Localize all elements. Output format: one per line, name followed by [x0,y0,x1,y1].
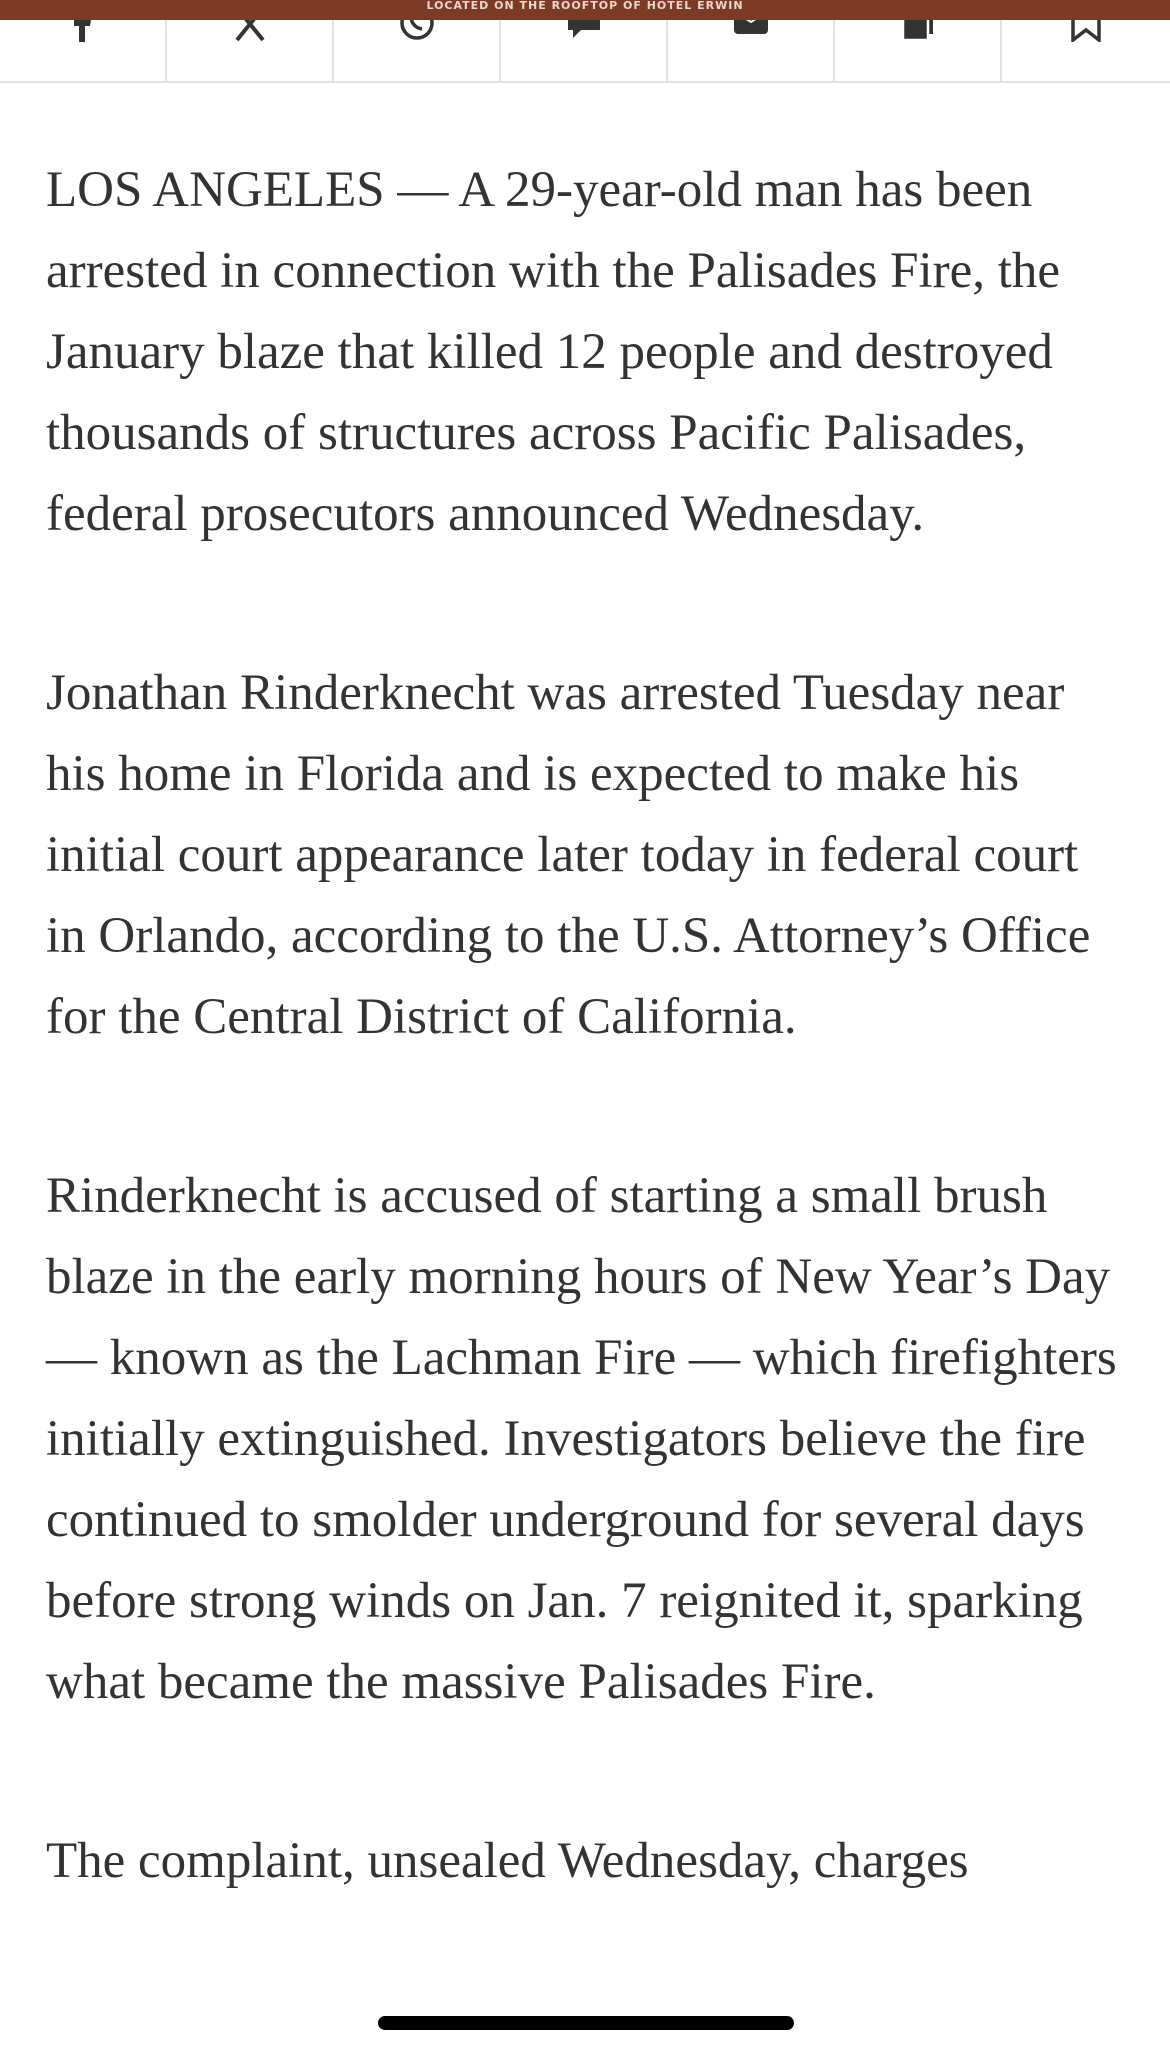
email-share-button[interactable] [668,20,835,81]
facebook-share-button[interactable] [0,20,167,81]
whatsapp-share-button[interactable] [334,20,501,81]
whatsapp-icon [398,20,436,42]
copy-link-button[interactable] [835,20,1002,81]
article-paragraph: LOS ANGELES — A 29-year-old man has been arrested in connection with the Palisades Fire, the January blaze that killed 12 people and destroyed thousands of structures across Pacific Palisades, federal prosecutors announced Wednesday. [46,162,1061,542]
share-bar [0,20,1170,83]
bookmark-icon [1067,20,1105,42]
facebook-icon [64,20,102,42]
article-paragraph: Jonathan Rinderknecht was arrested Tuesday near his home in Florida and is expected to make his initial court appearance later today in federal court in Orlando, according to the U.S. Attorney’s Office for the Central District of California. [46,665,1091,1045]
comments-button[interactable] [501,20,668,81]
ad-banner[interactable] [0,0,1170,20]
copy-icon [899,20,937,42]
article-paragraph: Rinderknecht is accused of starting a small brush blaze in the early morning hours of New Year’s Day — known as the Lachman Fire — which firefighters initially extinguished. Investigators believe the fire continued to smolder underground for several days before strong winds on Jan. 7 reignited it, sparking what became the massive Palisades Fire. [46,1168,1117,1710]
article-body [46,150,1126,2000]
article-paragraph: The complaint, unsealed Wednesday, charges [46,1833,969,1889]
bookmark-button[interactable] [1002,20,1170,81]
home-indicator[interactable] [378,2016,794,2030]
x-share-button[interactable] [167,20,334,81]
x-icon [231,20,269,42]
email-icon [732,20,770,42]
comment-icon [565,20,603,42]
ad-banner-text: LOCATED ON THE ROOFTOP OF HOTEL ERWIN [426,0,744,12]
